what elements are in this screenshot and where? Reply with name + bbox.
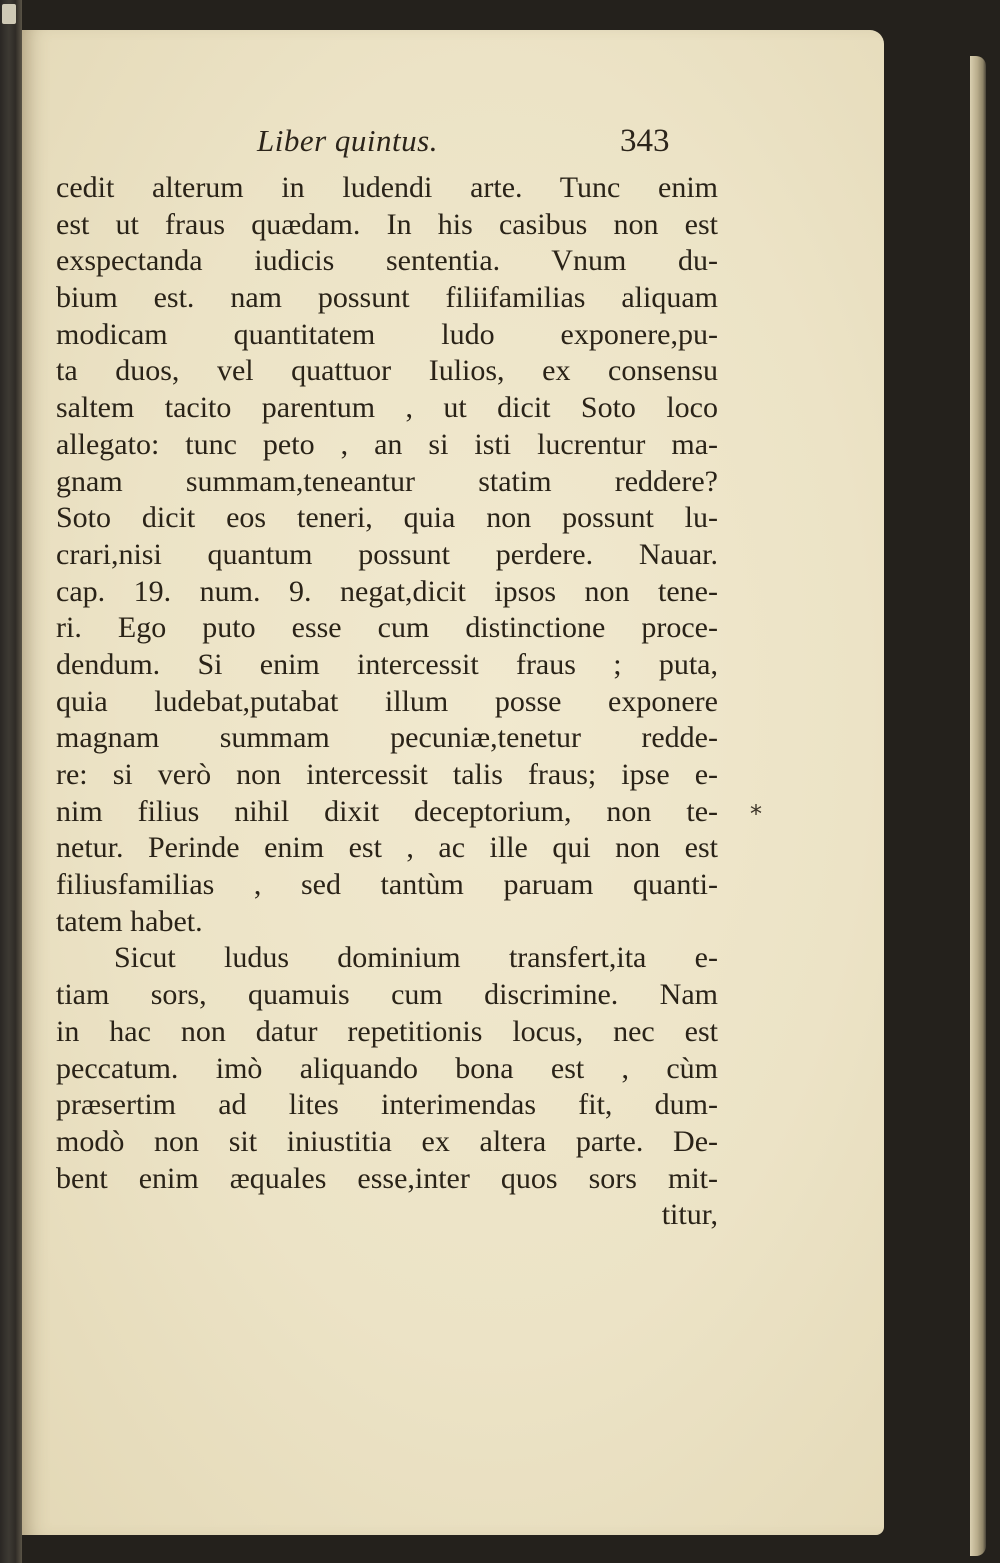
text-line: nim filius nihil dixit deceptorium, non te- — [56, 794, 718, 828]
text-line: in hac non datur repetitionis locus, nec est — [56, 1014, 718, 1048]
text-block — [56, 170, 756, 1234]
margin-asterisk: * — [750, 800, 762, 828]
text-line: netur. Perinde enim est , ac ille qui non est — [56, 831, 718, 865]
book-page — [22, 30, 884, 1535]
text-line: ri. Ego puto esse cum distinctione proce- — [56, 611, 718, 645]
text-line: bium est. nam possunt filiifamilias aliquam — [56, 281, 718, 315]
page-edge — [970, 56, 986, 1556]
text-line: ta duos, vel quattuor Iulios, ex consensu — [56, 354, 718, 388]
text-line: cedit alterum in ludendi arte. Tunc enim — [56, 171, 718, 204]
page-number: 343 — [620, 123, 670, 159]
binding-stitch — [2, 4, 16, 24]
text-line: bent enim æquales esse,inter quos sors mit- — [56, 1161, 718, 1195]
text-line: exspectanda iudicis sententia. Vnum du- — [56, 244, 718, 278]
text-line: dendum. Si enim intercessit fraus ; puta, — [56, 647, 718, 681]
text-line: saltem tacito parentum , ut dicit Soto loco — [56, 391, 718, 425]
book-binding — [0, 0, 22, 1563]
text-line: cap. 19. num. 9. negat,dicit ipsos non tene- — [56, 574, 718, 608]
running-head — [22, 123, 884, 171]
text-line: præsertim ad lites interimendas fit, dum- — [56, 1088, 718, 1122]
text-line: tatem habet. — [56, 904, 203, 938]
text-line: modicam quantitatem ludo exponere,pu- — [56, 317, 718, 351]
text-line: peccatum. imò aliquando bona est , cùm — [56, 1051, 718, 1085]
paragraph-first-line: Sicut ludus dominium transfert,ita e- — [114, 941, 718, 975]
text-line: magnam summam pecuniæ,tenetur redde- — [56, 721, 718, 755]
text-line: crari,nisi quantum possunt perdere. Nauar. — [56, 537, 718, 571]
text-line: gnam summam,teneantur statim reddere? — [56, 464, 718, 498]
running-title: Liber quintus. — [257, 123, 438, 158]
text-line: modò non sit iniustitia ex altera parte. De- — [56, 1124, 718, 1158]
text-line: tiam sors, quamuis cum discrimine. Nam — [56, 978, 718, 1012]
text-line: filiusfamilias , sed tantùm paruam quanti- — [56, 868, 718, 902]
text-line: allegato: tunc peto , an si isti lucrentur ma- — [56, 427, 718, 461]
text-line: est ut fraus quædam. In his casibus non est — [56, 207, 718, 241]
catchword: titur, — [661, 1198, 718, 1232]
text-line: re: si verò non intercessit talis fraus; ipse e- — [56, 758, 718, 791]
text-line: quia ludebat,putabat illum posse exponere — [56, 684, 718, 718]
text-line: Soto dicit eos teneri, quia non possunt lu- — [56, 501, 718, 535]
